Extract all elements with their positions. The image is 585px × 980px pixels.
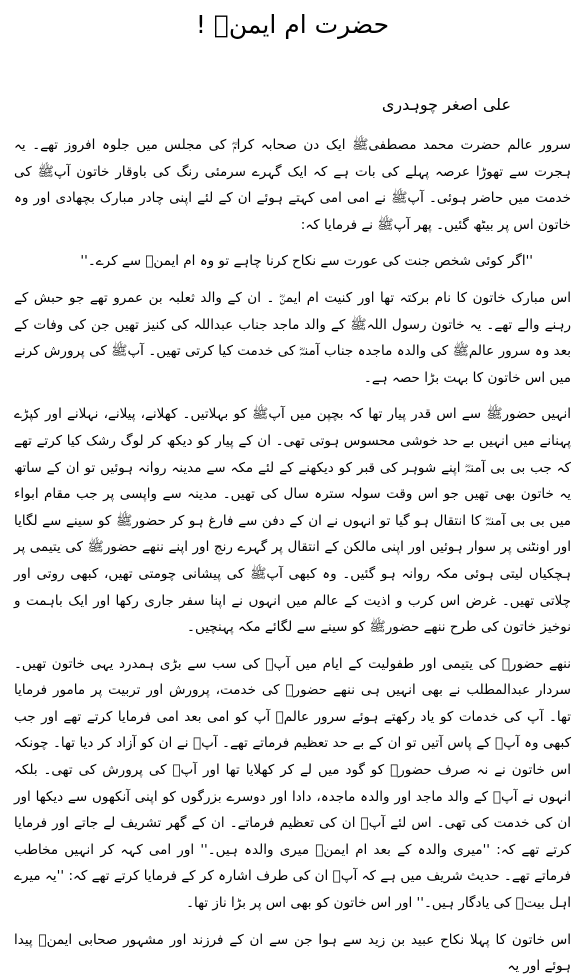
paragraph-1: سرور عالم حضرت محمد مصطفیﷺ ایک دن صحابہ کرامؓ کی مجلس میں جلوہ افروز تھے۔ یہ ہجرت سے تھوڑا عرصہ پہلے کی بات ہے کہ ایک گہرے سرمئی رنگ کی باوقار خاتون آپﷺ کی خدمت میں حاضر ہوئی۔ آپﷺ نے امی امی کہتے ہوئے ان کے لئے اپنی چادر مبارک بچھادی اور وہ خاتون اس پر بیٹھ گئیں۔ پھر آپﷺ نے فرمایا کہ:: [14, 137, 571, 233]
article-body: [14, 132, 571, 980]
paragraph-3: اس مبارک خاتون کا نام برکتہ تھا اور کنیت ام ایمنؓ ۔ ان کے والد ثعلبہ بن عمرو تھے جو حبش کے رہنے والے تھے۔ یہ خاتون رسول اللہﷺ کے والد ماجد جناب عبداللہ کی کنیز تھیں جن کی وفات کے بعد وہ سرور عالمﷺ کی والدہ ماجدہ جناب آمنہؓ کی خدمت کیا کرتی تھیں۔ آپﷺ کی پرورش کرنے میں اس خاتون کا بہت بڑا حصہ ہے۔: [14, 289, 571, 386]
paragraph-6: اس خاتون کا پہلا نکاح عبید بن زید سے ہوا جن سے ان کے فرزند اور مشہور صحابی ایمنؓ پیدا ہوئے اور یہ: [14, 931, 571, 975]
paragraph-5: ننھے حضورﷺ کی یتیمی اور طفولیت کے ایام میں آپﷺ کی سب سے بڑی ہمدرد یہی خاتون تھیں۔ سردار عبدالمطلب نے بھی انہیں ہی ننھے حضورﷺ کی خدمت، پرورش اور تربیت پر مامور فرمایا تھا۔ آپ کی خدمات کو یاد رکھتے ہوئے سرور عالمﷺ آپ کو امی بعد امی فرمایا کرتے تھے اور جب کبھی وہ آپﷺ کے پاس آتیں تو ان کے بے حد تعظیم فرماتے تھے۔ آپﷺ نے ان کو آزاد کر دیا تھا۔ چونکہ اس خاتون نے نہ صرف حضورﷺ کو گود میں لے کر کھلایا تھا اور آپﷺ کی پرورش کی تھی۔ بلکہ انہوں نے آپﷺ کے والد ماجد اور والدہ ماجدہ، دادا اور دوسرے بزرگوں کو اپنی آنکھوں سے دیکھا اور ان کی خدمت کی تھی۔ اس لئے آپﷺ ان کی تعظیم فرماتے۔ ان کے گھر تشریف لے جاتے اور فرمایا کرتے تھے کہ: ''میری والدہ کے بعد ام ایمنؓ میری والدہ ہیں۔'' اور امی کہہ کر انہیں مخاطب فرماتے تھے۔ حدیث شریف میں ہے کہ آپﷺ ان کی طرف اشارہ کر کے فرمایا کرتے تھے کہ: ''یہ میرے اہل بیتؓ کی یادگار ہیں۔'' اور اس خاتون کو بھی اس پر بڑا ناز تھا۔: [14, 655, 571, 912]
article-author: علی اصغر چوہدری: [381, 95, 511, 114]
paragraph-4: انہیں حضورﷺ سے اس قدر پیار تھا کہ بچپن میں آپﷺ کو بہلاتیں۔ کھلانے، پیلانے، نہلانے اور کپڑے پہنانے میں انہیں بے حد خوشی محسوس ہوتی تھی۔ ان کے پیار کو دیکھ کر لوگ رشک کیا کرتے تھے کہ جب بی بی آمنہؓ اپنے شوہر کی قبر کو دیکھنے کے لئے مکہ سے مدینہ روانہ ہوئیں تو ان کے ساتھ یہ خاتون بھی تھیں جو اس وقت سولہ سترہ سال کی تھیں۔ مدینہ سے واپسی پر جب مقام ابواء میں بی بی آمنہؓ کا انتقال ہو گیا تو انہوں نے ان کے دفن سے فارغ ہو کر حضورﷺ کو سینے سے لگایا اور اونٹنی پر سوار ہوئیں اور اپنی مالکن کے انتقال پر گہرے رنج اور اپنے ننھے حضورﷺ کی یتیمی پر ہچکیاں لیتی ہوئی مکہ روانہ ہو گئیں۔ وہ کبھی آپﷺ کی پیشانی چومتی تھیں، کبھی روتی اور چلاتی تھیں۔ غرض اس کرب و اذیت کے عالم میں انہوں نے اپنا سفر جاری رکھا اور ایک باہمت و نوخیز خاتون کی طرح ننھے حضورﷺ کو سینے سے لگائے مکہ پہنچیں۔: [14, 406, 571, 636]
quote-paragraph: ''اگر کوئی شخص جنت کی عورت سے نکاح کرنا چاہے تو وہ ام ایمنؓ سے کرے۔'': [80, 253, 533, 270]
article-title: حضرت ام ایمنؓ !: [195, 10, 390, 39]
